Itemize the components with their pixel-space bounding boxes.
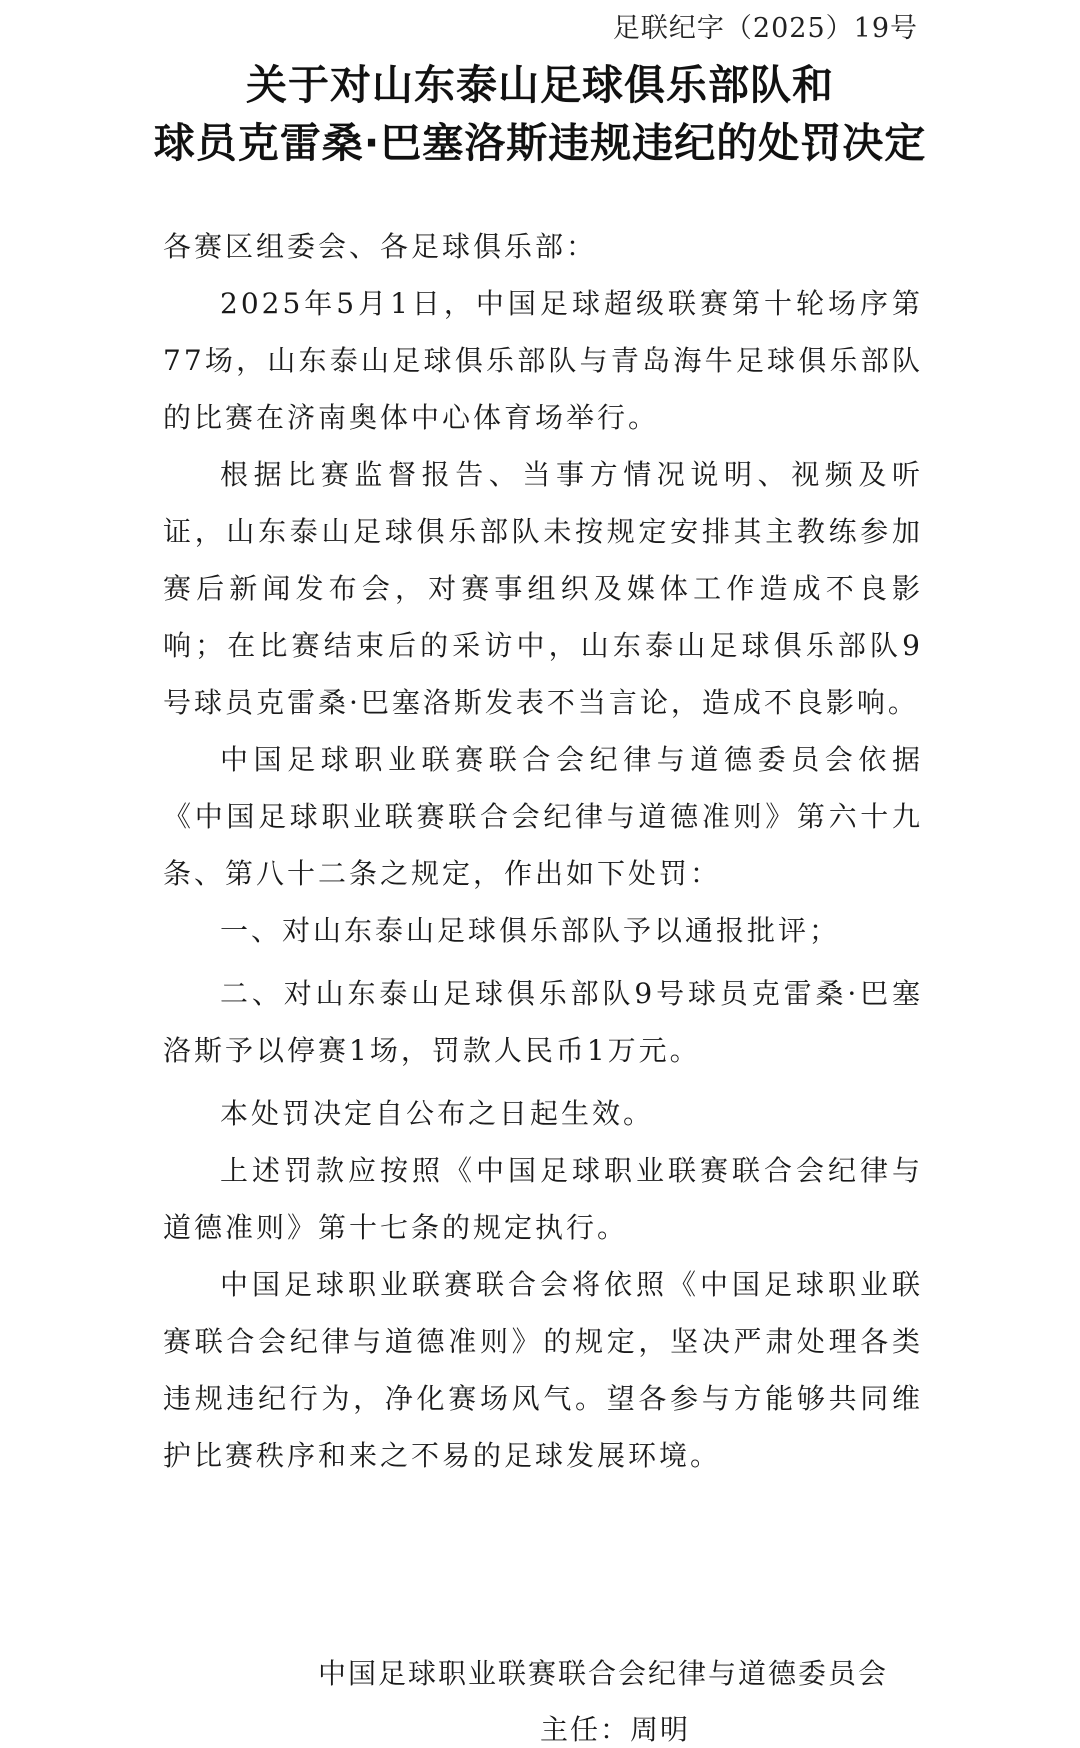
document-number: 足联纪字（2025）19号 (612, 13, 918, 44)
signature-person: 主任：周明 (540, 1713, 691, 1746)
paragraph-match-info: 2025年5月1日，中国足球超级联赛第十轮场序第77场，山东泰山足球俱乐部队与青岛海牛足球俱乐部队的比赛在济南奥体中心体育场举行。 (163, 287, 923, 434)
penalty-item-2: 二、对山东泰山足球俱乐部队9号球员克雷桑·巴塞洛斯予以停赛1场，罚款人民币1万元。 (163, 977, 923, 1067)
document-title (0, 56, 1080, 172)
paragraph-effective: 本处罚决定自公布之日起生效。 (220, 1097, 655, 1130)
salutation: 各赛区组委会、各足球俱乐部： (163, 230, 598, 263)
paragraph-legal-basis: 中国足球职业联赛联合会纪律与道德委员会依据《中国足球职业联赛联合会纪律与道德准则》第六十九条、第八十二条之规定，作出如下处罚： (163, 743, 923, 890)
title-line-2: 球员克雷桑·巴塞洛斯违规违纪的处罚决定 (153, 119, 927, 167)
signature-organization: 中国足球职业联赛联合会纪律与道德委员会 (318, 1657, 889, 1690)
penalty-item-1: 一、对山东泰山足球俱乐部队予以通报批评； (220, 914, 841, 947)
title-line-1: 关于对山东泰山足球俱乐部队和 (246, 61, 834, 109)
paragraph-fine-execution: 上述罚款应按照《中国足球职业联赛联合会纪律与道德准则》第十七条的规定执行。 (163, 1154, 923, 1244)
paragraph-closing: 中国足球职业联赛联合会将依照《中国足球职业联赛联合会纪律与道德准则》的规定，坚决严肃处理各类违规违纪行为，净化赛场风气。望各参与方能够共同维护比赛秩序和来之不易的足球发展环境。 (163, 1268, 923, 1472)
document-body (163, 218, 923, 1484)
paragraph-findings: 根据比赛监督报告、当事方情况说明、视频及听证，山东泰山足球俱乐部队未按规定安排其主教练参加赛后新闻发布会，对赛事组织及媒体工作造成不良影响；在比赛结束后的采访中，山东泰山足球俱乐部队9号球员克雷桑·巴塞洛斯发表不当言论，造成不良影响。 (163, 458, 923, 719)
